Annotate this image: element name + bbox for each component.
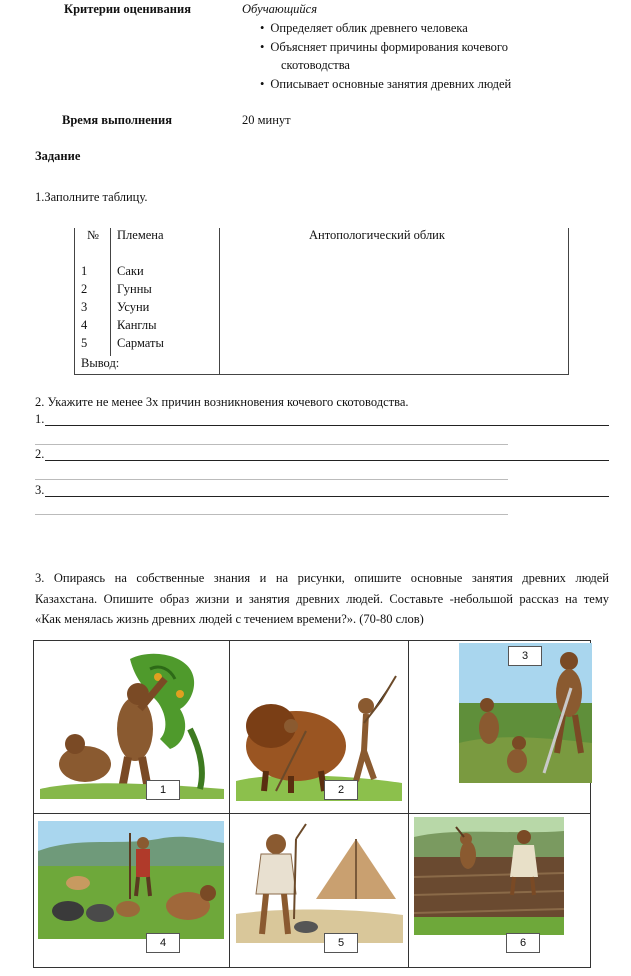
row-num: 2	[75, 282, 111, 300]
row-num: 4	[75, 318, 111, 336]
question-1: 1.Заполните таблицу.	[35, 190, 148, 204]
picture-hut-dwelling	[236, 819, 403, 943]
criterion-2-cont: скотоводства	[281, 58, 350, 72]
question-3-line-1: 3. Опираясь на собственные знания и на рисунки, опишите основные занятия древних людей	[35, 571, 609, 585]
answer-line-3b[interactable]	[35, 514, 508, 515]
criterion-3: • Описывает основные занятия древних людей	[260, 77, 511, 92]
picture-apes-gathering	[40, 649, 224, 799]
criteria-label: Критерии оценивания	[64, 2, 191, 16]
look-cell[interactable]	[220, 318, 569, 336]
row-tribe: Усуни	[111, 300, 220, 318]
header-look: Антопологический облик	[220, 228, 569, 254]
answer-line-1b[interactable]	[35, 444, 508, 445]
picture-number: 1	[146, 780, 180, 800]
picture-farming	[414, 817, 564, 935]
answer-3-num: 3.	[35, 483, 45, 497]
picture-herding	[38, 821, 224, 939]
row-tribe: Гунны	[111, 282, 220, 300]
conclusion-label: Вывод:	[75, 356, 220, 374]
conclusion-cell[interactable]	[220, 356, 569, 374]
row-num: 5	[75, 336, 111, 356]
answer-line-1[interactable]	[45, 425, 609, 426]
question-2: 2. Укажите не менее 3х причин возникновения кочевого скотоводства.	[35, 395, 409, 409]
criterion-2: • Объясняет причины формирования кочевого	[260, 40, 508, 55]
picture-number: 4	[146, 933, 180, 953]
picture-number: 3	[508, 646, 542, 666]
look-cell[interactable]	[220, 282, 569, 300]
picture-number: 6	[506, 933, 540, 953]
row-tribe: Канглы	[111, 318, 220, 336]
answer-2-num: 2.	[35, 447, 45, 461]
picture-number: 2	[324, 780, 358, 800]
pictures-grid	[33, 640, 591, 968]
time-value: 20 минут	[242, 113, 291, 127]
picture-number: 5	[324, 933, 358, 953]
look-cell[interactable]	[220, 264, 569, 282]
criterion-1: • Определяет облик древнего человека	[260, 21, 468, 36]
task-heading: Задание	[35, 149, 81, 163]
tribes-table	[74, 228, 569, 375]
look-cell[interactable]	[220, 254, 569, 264]
question-3-line-2: Казахстана. Опишите образ жизни и занятия древних людей. Составьте -небольшой рассказ на тему	[35, 592, 609, 606]
look-cell[interactable]	[220, 336, 569, 356]
learner-label: Обучающийся	[242, 2, 318, 16]
row-tribe: Саки	[111, 264, 220, 282]
row-num: 1	[75, 264, 111, 282]
answer-line-2[interactable]	[45, 460, 609, 461]
header-num: №	[75, 228, 111, 254]
look-cell[interactable]	[220, 300, 569, 318]
answer-1-num: 1.	[35, 412, 45, 426]
row-num: 3	[75, 300, 111, 318]
answer-line-3[interactable]	[45, 496, 609, 497]
time-label: Время выполнения	[62, 113, 172, 127]
answer-line-2b[interactable]	[35, 479, 508, 480]
picture-hunting-bison	[236, 671, 402, 801]
header-tribes: Племена	[111, 228, 220, 254]
question-3-line-3: «Как менялась жизнь древних людей с течением времени?». (70-80 слов)	[35, 612, 424, 626]
row-tribe: Сарматы	[111, 336, 220, 356]
